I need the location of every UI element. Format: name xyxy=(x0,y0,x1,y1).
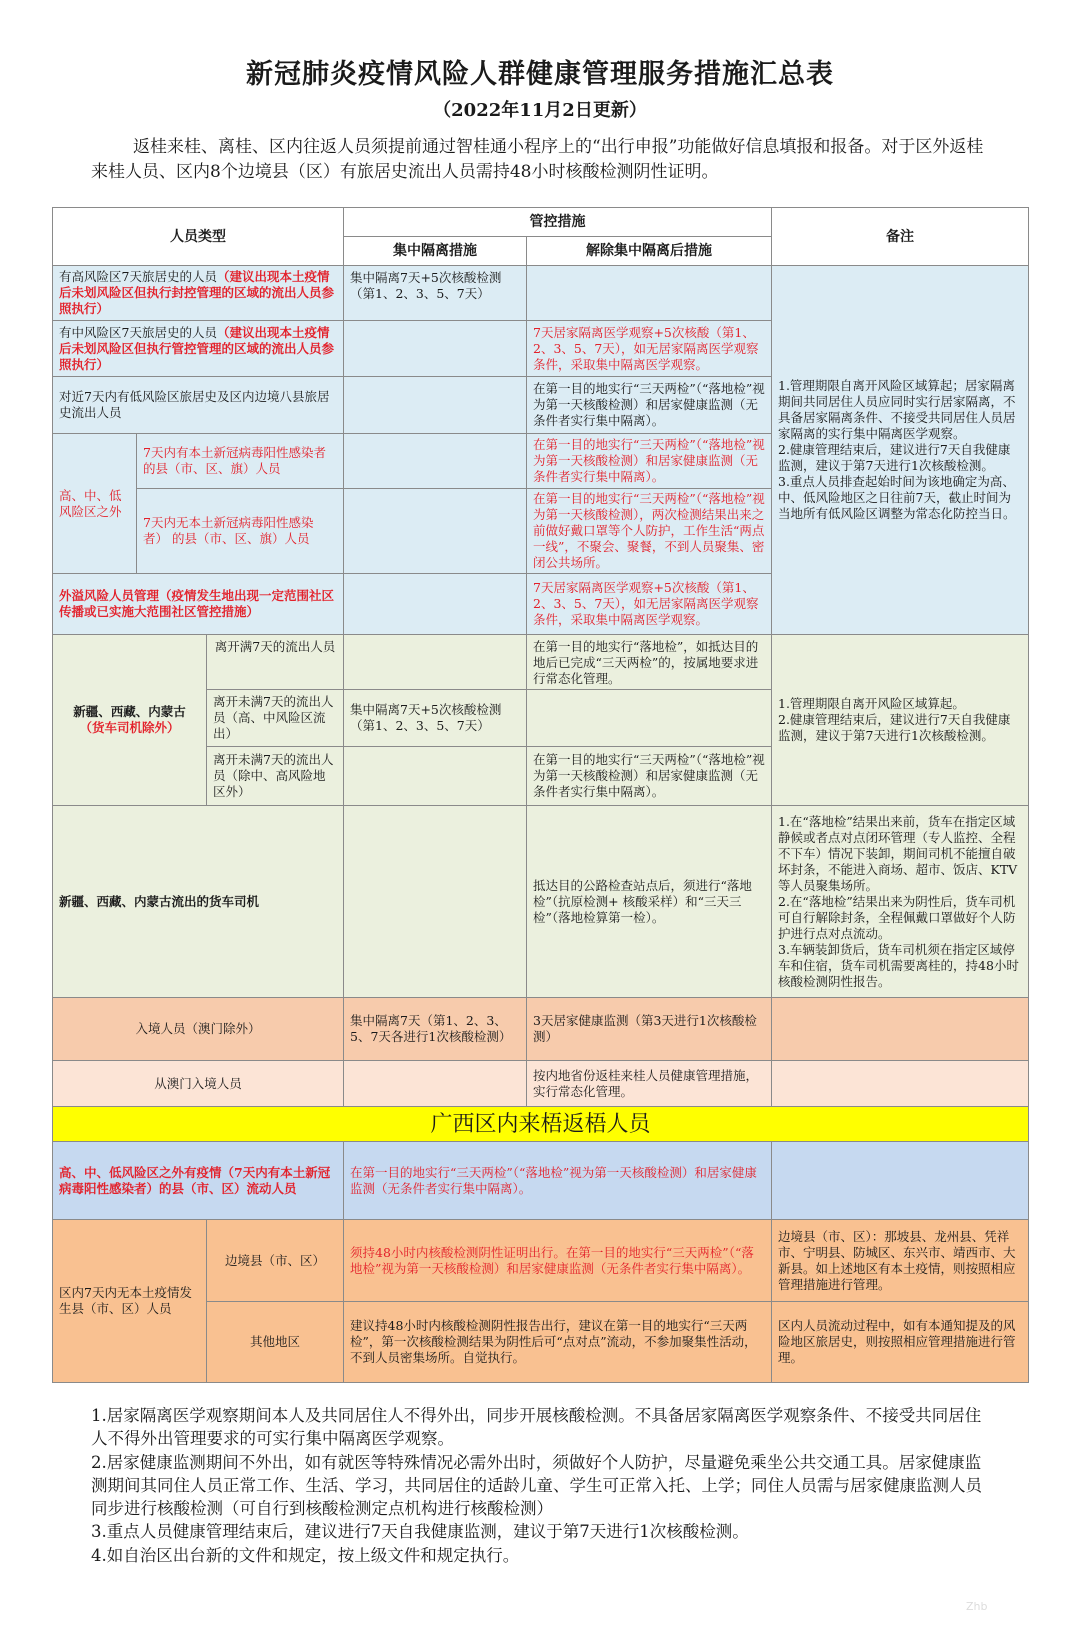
isolation-cell: 集中隔离7天+5次核酸检测（第1、2、3、5、7天） xyxy=(344,266,527,321)
post-isolation-cell: 7天居家隔离医学观察+5次核酸（第1、2、3、5、7天），如无居家隔离医学观察条件，采取集中隔离医学观察。 xyxy=(527,574,772,635)
update-date: （2022年11月2日更新） xyxy=(433,100,647,121)
section-header: 广西区内来梧返梧人员 xyxy=(53,1107,1029,1142)
table-row xyxy=(53,1061,1029,1107)
person-type-cell: 边境县（市、区） xyxy=(207,1220,344,1302)
isolation-cell xyxy=(344,489,527,574)
post-isolation-cell: 抵达目的公路检查站点后，须进行“落地检”（抗原检测+ 核酸采样）和“三天三检”（落地检算第一检）。 xyxy=(527,806,772,998)
isolation-cell: 集中隔离7天+5次核酸检测（第1、2、3、5、7天） xyxy=(344,690,527,747)
isolation-cell: 集中隔离7天（第1、2、3、5、7天各进行1次核酸检测） xyxy=(344,998,527,1061)
measures-table xyxy=(52,207,1029,1383)
remark-item: 1.在“落地检”结果出来前，货车在指定区域静候或者点对点闭环管理（专人监控、全程不下车）情况下装卸，期间司机不能擅自破坏封条，不能进入商场、超市、饭店、KTV等人员聚集场所。 xyxy=(778,813,1018,893)
measures-cell: 须持48小时内核酸检测阴性证明出行。在第一目的地实行“三天两检”（“落地检”视为第一天核酸检测）和居家健康监测（无条件者实行集中隔离）。 xyxy=(344,1220,772,1302)
remark-item: 1.管理期限自离开风险区域算起；居家隔离期间共同居住人员应同时实行居家隔离，不具备居家隔离条件、不接受共同居住人员居家隔离的实行集中隔离医学观察。 xyxy=(778,378,1016,441)
isolation-cell xyxy=(344,574,527,635)
measures-cell: 建议持48小时内核酸检测阴性报告出行，建议在第一目的地实行“三天两检”，第一次核酸检测结果为阴性后可“点对点”流动，不参加聚集性活动，不到人员密集场所。自觉执行。 xyxy=(344,1302,772,1383)
remarks-cell xyxy=(772,266,1029,635)
post-isolation-cell: 在第一目的地实行“三天两检”（“落地检”视为第一天核酸检测）和居家健康监测（无条件者实行集中隔离）。 xyxy=(527,434,772,489)
group-note: （货车司机除外） xyxy=(79,720,180,735)
footnote-item: 2.居家健康监测期间不外出，如有就医等特殊情况必需外出时，须做好个人防护，尽量避免乘坐公共交通工具。居家健康监测期间其同住人员正常工作、生活、学习，共同居住的适龄儿童、学生可正常入托、上学；同住人员需与居家健康监测人员同步进行核酸检测（可自行到核酸检测定点机构进行核酸检测） xyxy=(91,1452,982,1519)
isolation-cell xyxy=(344,747,527,806)
footnote-item: 4.如自治区出台新的文件和规定，按上级文件和规定执行。 xyxy=(91,1545,520,1565)
person-type-cell: 其他地区 xyxy=(207,1302,344,1383)
watermark: Zhb xyxy=(966,1600,988,1613)
person-type-cell xyxy=(53,266,344,321)
person-type-cell: 7天内无本土新冠病毒阳性感染者） 的县（市、区、旗）人员 xyxy=(137,489,344,574)
person-type-cell: 离开未满7天的流出人员（除中、高风险地区外） xyxy=(207,747,344,806)
person-type-cell: 从澳门入境人员 xyxy=(53,1061,344,1107)
remarks-cell: 区内人员流动过程中，如有本通知提及的风险地区旅居史，则按照相应管理措施进行管理。 xyxy=(772,1302,1029,1383)
post-isolation-cell: 按内地省份返桂来桂人员健康管理措施，实行常态化管理。 xyxy=(527,1061,772,1107)
table-row xyxy=(53,998,1029,1061)
table-row xyxy=(53,1220,1029,1302)
person-type-note: （建议出现本土疫情后未划风险区但执行封控管理的区域的流出人员参照执行） xyxy=(59,269,335,316)
remarks-cell xyxy=(772,998,1029,1061)
remarks-cell xyxy=(772,1142,1029,1220)
remark-item: 3.车辆装卸货后，货车司机须在指定区域停车和住宿，货车司机需要离桂的，持48小时核酸检测阴性报告。 xyxy=(778,941,1019,989)
measures-cell: 在第一目的地实行“三天两检”（“落地检”视为第一天核酸检测）和居家健康监测（无条件者实行集中隔离）。 xyxy=(344,1142,772,1220)
header-control-measures: 管控措施 xyxy=(344,208,772,237)
header-post-isolation: 解除集中隔离后措施 xyxy=(527,237,772,266)
remark-item: 2.健康管理结束后，建议进行7天自我健康监测，建议于第7天进行1次核酸检测。 xyxy=(778,712,1011,743)
footnote-item: 1.居家隔离医学观察期间本人及共同居住人不得外出，同步开展核酸检测。不具备居家隔离医学观察条件、不接受共同居住人不得外出管理要求的可实行集中隔离医学观察。 xyxy=(91,1406,982,1449)
person-type-text: 有中风险区7天旅居史的人员 xyxy=(59,324,217,340)
person-type-cell: 新疆、西藏、内蒙古流出的货车司机 xyxy=(53,806,344,998)
group-label-cell: 区内7天内无本土疫情发生县（市、区）人员 xyxy=(53,1220,207,1383)
remark-item: 3.重点人员排查起始时间为该地确定为高、中、低风险地区之日往前7天，截止时间为当地所有低风险区调整为常态化防控当日。 xyxy=(778,474,1016,521)
person-type-cell: 高、中、低风险区之外有疫情（7天内有本土新冠病毒阳性感染者）的县（市、区）流动人员 xyxy=(53,1142,344,1220)
table-row xyxy=(53,635,1029,690)
remarks-cell xyxy=(772,635,1029,806)
person-type-cell: 对近7天内有低风险区旅居史及区内边境八县旅居史流出人员 xyxy=(53,377,344,434)
header-remarks: 备注 xyxy=(772,208,1029,266)
isolation-cell xyxy=(344,377,527,434)
group-label-cell: 高、中、低风险区之外 xyxy=(53,434,137,574)
footnotes xyxy=(91,1404,993,1567)
person-type-note: （建议出现本土疫情后未划风险区但执行管控管理的区域的流出人员参照执行） xyxy=(59,324,335,372)
post-isolation-cell: 在第一目的地实行“三天两检”（“落地检”视为第一天核酸检测），两次检测结果出来之前做好戴口罩等个人防护，工作生活“两点一线”，不聚会、聚餐，不到人员聚集、密闭公共场所。 xyxy=(527,489,772,574)
isolation-cell xyxy=(344,321,527,377)
post-isolation-cell xyxy=(527,690,772,747)
person-type-cell: 入境人员（澳门除外） xyxy=(53,998,344,1061)
isolation-cell xyxy=(344,806,527,998)
person-type-cell: 7天内有本土新冠病毒阳性感染者的县（市、区、旗）人员 xyxy=(137,434,344,489)
post-isolation-cell: 在第一目的地实行“落地检”，如抵达目的地后已完成“三天两检”的，按属地要求进行常态化管理。 xyxy=(527,635,772,690)
post-isolation-cell: 7天居家隔离医学观察+5次核酸（第1、2、3、5、7天），如无居家隔离医学观察条件，采取集中隔离医学观察。 xyxy=(527,321,772,377)
isolation-cell xyxy=(344,635,527,690)
group-label: 新疆、西藏、内蒙古 xyxy=(73,704,186,719)
table-row xyxy=(53,806,1029,998)
person-type-text: 有高风险区7天旅居史的人员 xyxy=(59,269,217,284)
group-label-cell xyxy=(53,635,207,806)
isolation-cell xyxy=(344,1061,527,1107)
header-centralized-isolation: 集中隔离措施 xyxy=(344,237,527,266)
document-title: 新冠肺炎疫情风险人群健康管理服务措施汇总表 xyxy=(246,59,834,90)
remarks-cell xyxy=(772,1061,1029,1107)
person-type-cell: 外溢风险人员管理（疫情发生地出现一定范围社区传播或已实施大范围社区管控措施） xyxy=(53,574,344,635)
intro-paragraph: 返桂来桂、离桂、区内往返人员须提前通过智桂通小程序上的“出行申报”功能做好信息填报和报备。对于区外返桂来桂人员、区内8个边境县（区）有旅居史流出人员需持48小时核酸检测阴性证明。 xyxy=(91,137,984,182)
table-row xyxy=(53,266,1029,321)
section-header-row xyxy=(53,1107,1029,1142)
remarks-cell xyxy=(772,806,1029,998)
remark-item: 1.管理期限自离开风险区域算起。 xyxy=(778,696,965,711)
post-isolation-cell: 3天居家健康监测（第3天进行1次核酸检测） xyxy=(527,998,772,1061)
table-row xyxy=(53,1142,1029,1220)
footnote-item: 3.重点人员健康管理结束后，建议进行7天自我健康监测，建议于第7天进行1次核酸检测。 xyxy=(91,1522,749,1542)
header-person-type: 人员类型 xyxy=(53,208,344,266)
isolation-cell xyxy=(344,434,527,489)
person-type-cell xyxy=(53,321,344,377)
post-isolation-cell: 在第一目的地实行“三天两检”（“落地检”视为第一天核酸检测）和居家健康监测（无条件者实行集中隔离）。 xyxy=(527,747,772,806)
person-type-cell: 离开满7天的流出人员 xyxy=(207,635,344,690)
remarks-cell: 边境县（市、区）：那坡县、龙州县、凭祥市、宁明县、防城区、东兴市、靖西市、大新县。如上述地区有本土疫情，则按照相应管理措施进行管理。 xyxy=(772,1220,1029,1302)
post-isolation-cell: 在第一目的地实行“三天两检”（“落地检”视为第一天核酸检测）和居家健康监测（无条件者实行集中隔离）。 xyxy=(527,377,772,434)
remark-item: 2.在“落地检”结果出来为阴性后，货车司机可自行解除封条，全程佩戴口罩做好个人防护进行点对点流动。 xyxy=(778,893,1016,941)
remark-item: 2.健康管理结束后，建议进行7天自我健康监测，建议于第7天进行1次核酸检测。 xyxy=(778,442,1011,473)
post-isolation-cell xyxy=(527,266,772,321)
person-type-cell: 离开未满7天的流出人员（高、中风险区流出） xyxy=(207,690,344,747)
table-header-row xyxy=(53,208,1029,237)
